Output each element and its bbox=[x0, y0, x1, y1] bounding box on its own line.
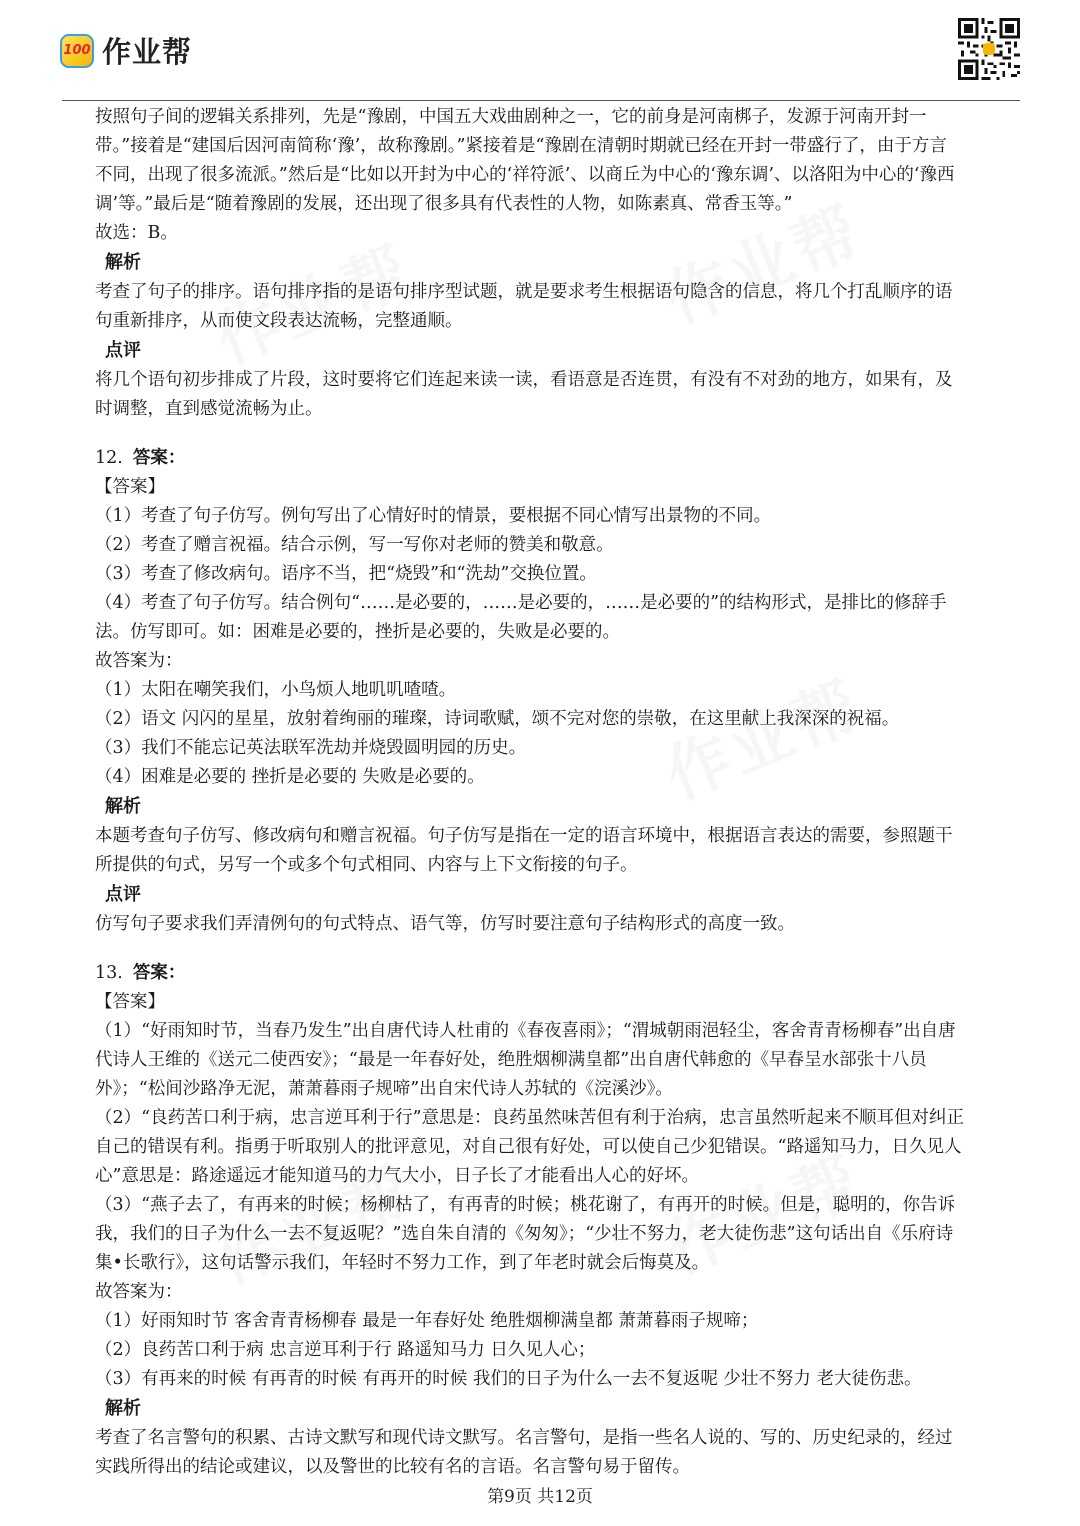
text-line: 法。仿写即可。如：困难是必要的，挫折是必要的，失败是必要的。 bbox=[95, 622, 620, 642]
question-number-label: 13. bbox=[95, 963, 123, 983]
q11-answer-explanation bbox=[95, 103, 1035, 424]
text-line: （4）困难是必要的 挫折是必要的 失败是必要的。 bbox=[95, 767, 485, 787]
text-line: 外》；“松间沙路净无泥，萧萧暮雨子规啼”出自宋代诗人苏轼的《浣溪沙》。 bbox=[95, 1079, 673, 1099]
text-line: 故答案为： bbox=[95, 1282, 183, 1302]
analysis-heading: 解析 bbox=[105, 1398, 141, 1419]
question-13 bbox=[95, 958, 1035, 1482]
question-number bbox=[95, 443, 1035, 473]
text-line: 时调整，直到感觉流畅为止。 bbox=[95, 399, 323, 419]
text-line: （2）“良药苦口利于病，忠言逆耳利于行”意思是：良药虽然味苦但有利于治病，忠言虽然听起来不顺耳但对纠正 bbox=[95, 1108, 965, 1128]
text-line: 句重新排序，从而使文段表达流畅，完整通顺。 bbox=[95, 311, 463, 331]
text-line: 集•长歌行》，这句话警示我们，年轻时不努力工作，到了年老时就会后悔莫及。 bbox=[95, 1253, 710, 1273]
text-line: （2）语文 闪闪的星星，放射着绚丽的璀璨，诗词歌赋，颂不完对您的崇敬，在这里献上我深深的祝福。 bbox=[95, 709, 900, 729]
text-line: 所提供的句式，另写一个或多个句式相同、内容与上下文衔接的句子。 bbox=[95, 855, 638, 875]
text-line: 仿写句子要求我们弄清例句的句式特点、语气等，仿写时要注意句子结构形式的高度一致。 bbox=[95, 914, 795, 934]
header-divider bbox=[62, 100, 1020, 101]
text-line: 我，我们的日子为什么一去不复返呢？”选自朱自清的《匆匆》；“少壮不努力，老大徒伤悲”这句话出自《乐府诗 bbox=[95, 1224, 954, 1244]
text-line: （3）“燕子去了，有再来的时候；杨柳枯了，有再青的时候；桃花谢了，有再开的时候。但是，聪明的，你告诉 bbox=[95, 1195, 956, 1215]
text-line: 考查了名言警句的积累、古诗文默写和现代诗文默写。名言警句，是指一些名人说的、写的、历史纪录的，经过 bbox=[95, 1428, 953, 1448]
text-line: （3）我们不能忘记英法联军洗劫并烧毁圆明园的历史。 bbox=[95, 738, 527, 758]
text-line: （2）良药苦口利于病 忠言逆耳利于行 路遥知马力 日久见人心； bbox=[95, 1340, 596, 1360]
brand-logo bbox=[60, 30, 192, 71]
text-line: 心”意思是：路途遥远才能知道马的力气大小，日子长了才能看出人心的好坏。 bbox=[95, 1166, 699, 1186]
page-header bbox=[0, 0, 1080, 101]
analysis-heading: 解析 bbox=[105, 796, 141, 817]
text-line: （3）考查了修改病句。语序不当，把“烧毁”和“洗劫”交换位置。 bbox=[95, 564, 597, 584]
text-line: （1）“好雨知时节，当春乃发生”出自唐代诗人杜甫的《春夜喜雨》；“渭城朝雨浥轻尘，客舍青青杨柳春”出自唐 bbox=[95, 1021, 956, 1041]
answer-title: 答案： bbox=[132, 963, 186, 983]
question-number-label: 12. bbox=[95, 448, 123, 468]
text-line: （1）考查了句子仿写。例句写出了心情好时的情景，要根据不同心情写出景物的不同。 bbox=[95, 506, 772, 526]
comment-heading: 点评 bbox=[105, 884, 141, 905]
document-body bbox=[95, 103, 1035, 1482]
analysis-heading: 解析 bbox=[105, 252, 141, 273]
text-line: 自己的错误有利。指勇于听取别人的批评意见，对自己很有好处，可以使自己少犯错误。“路遥知马力，日久见人 bbox=[95, 1137, 962, 1157]
text-line: （4）考查了句子仿写。结合例句“……是必要的，……是必要的，……是必要的”的结构形式，是排比的修辞手 bbox=[95, 593, 947, 613]
logo-text: 作业帮 bbox=[102, 35, 193, 69]
qr-code-icon bbox=[958, 18, 1020, 80]
text-line: 故选：B。 bbox=[95, 223, 178, 243]
text-line: 将几个语句初步排成了片段，这时要将它们连起来读一读，看语意是否连贯，有没有不对劲的地方，如果有，及 bbox=[95, 370, 953, 390]
text-line: （1）太阳在嘲笑我们，小鸟烦人地叽叽喳喳。 bbox=[95, 680, 457, 700]
text-line: 本题考查句子仿写、修改病句和赠言祝福。句子仿写是指在一定的语言环境中，根据语言表达的需要，参照题干 bbox=[95, 826, 953, 846]
answer-title: 答案： bbox=[132, 448, 186, 468]
text-line: 实践所得出的结论或建议，以及警世的比较有名的言语。名言警句易于留传。 bbox=[95, 1457, 690, 1477]
text-line: 【答案】 bbox=[95, 992, 165, 1012]
question-number bbox=[95, 958, 1035, 988]
text-line: 调’等。”最后是“随着豫剧的发展，还出现了很多具有代表性的人物，如陈素真、常香玉等。” bbox=[95, 194, 793, 214]
text-line: 考查了句子的排序。语句排序指的是语句排序型试题，就是要求考生根据语句隐含的信息，将几个打乱顺序的语 bbox=[95, 282, 953, 302]
logo-100-icon: 100 bbox=[60, 34, 94, 68]
text-line: 故答案为： bbox=[95, 651, 183, 671]
text-line: 【答案】 bbox=[95, 477, 165, 497]
page-number: 第9页 共12页 bbox=[487, 1487, 593, 1507]
text-line: 不同，出现了很多流派。”然后是“比如以开封为中心的‘祥符派’、以商丘为中心的‘豫东调’、以洛阳为中心的‘豫西 bbox=[95, 165, 955, 185]
text-line: （2）考查了赠言祝福。结合示例，写一写你对老师的赞美和敬意。 bbox=[95, 535, 614, 555]
text-line: （3）有再来的时候 有再青的时候 有再开的时候 我们的日子为什么一去不复返呢 少壮不努力 老大徒伤悲。 bbox=[95, 1369, 922, 1389]
question-12 bbox=[95, 443, 1035, 939]
comment-heading: 点评 bbox=[105, 340, 141, 361]
text-line: 带。”接着是“建国后因河南简称‘豫’，故称豫剧。”紧接着是“豫剧在清朝时期就已经在开封一带盛行了，由于方言 bbox=[95, 136, 947, 156]
text-line: （1）好雨知时节 客舍青青杨柳春 最是一年春好处 绝胜烟柳满皇都 萧萧暮雨子规啼； bbox=[95, 1311, 759, 1331]
text-line: 代诗人王维的《送元二使西安》；“最是一年春好处，绝胜烟柳满皇都”出自唐代韩愈的《早春呈水部张十八员 bbox=[95, 1050, 927, 1070]
text-line: 按照句子间的逻辑关系排列，先是“豫剧，中国五大戏曲剧种之一，它的前身是河南梆子，发源于河南开封一 bbox=[95, 107, 927, 127]
